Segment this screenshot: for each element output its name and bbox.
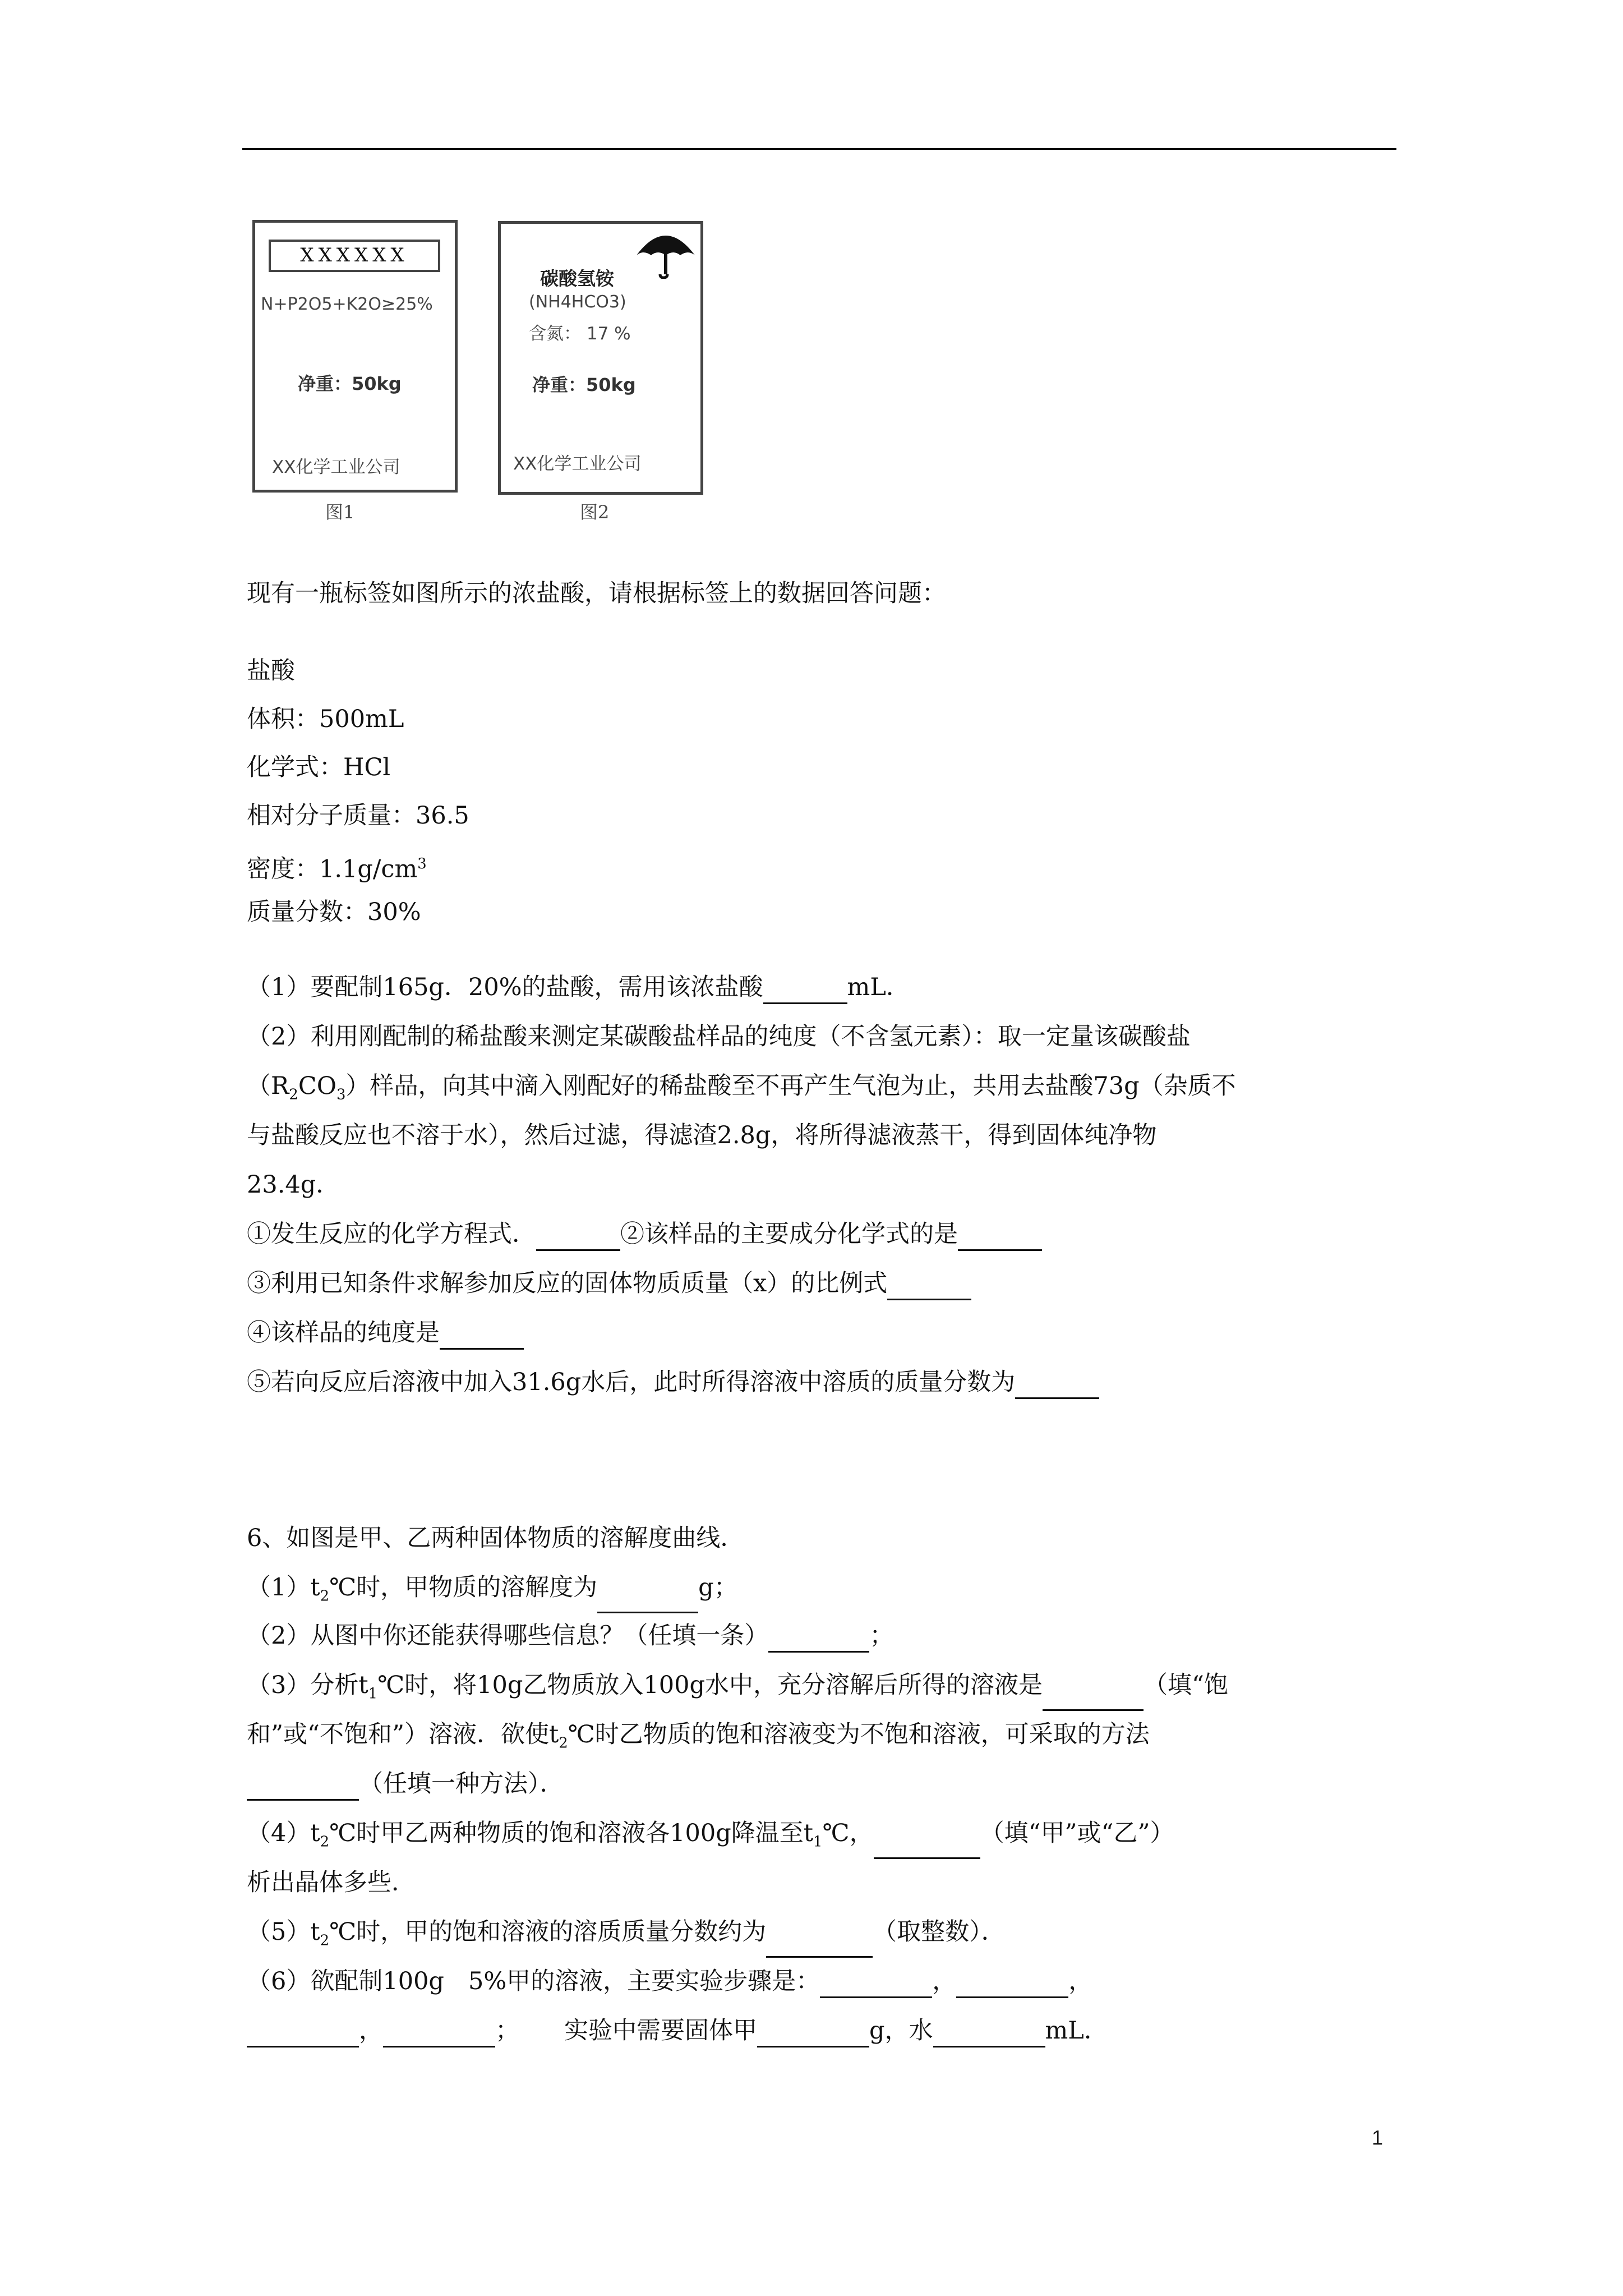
answer-blank[interactable] <box>757 2020 869 2047</box>
answer-blank[interactable] <box>820 1971 932 1998</box>
answer-blank[interactable] <box>887 1273 971 1300</box>
q5-part2-line4: 23.4g． <box>247 1171 340 1199</box>
acid-label-line: 质量分数：30% <box>247 898 421 926</box>
figure-1-caption: 图1 <box>325 501 355 523</box>
q6-part4-line1: $(4)t_2℃$时甲乙两种物质的饱和溶液各100g降温至$t_1℃$， （填“甲”或“乙”） <box>247 1816 1174 1859</box>
fertilizer-label-2 <box>498 221 703 495</box>
label-2-product-name: 碳酸氢铵 <box>540 268 614 289</box>
q6-part2: （2）从图中你还能获得哪些信息？（任填一条） ； <box>247 1619 893 1653</box>
acid-label-density: 密度：$1.1g/cm^3$ <box>247 855 427 884</box>
answer-blank[interactable] <box>958 1223 1042 1251</box>
answer-blank[interactable] <box>766 1930 873 1958</box>
label-1-title: XXXXXX <box>300 244 409 266</box>
q6-part6-line1: （6）欲配制100g 5%甲的溶液，主要实验步骤是： ， ， <box>247 1964 1092 1998</box>
q5-subq-1-2: ①发生反应的化学方程式． ②该样品的主要成分化学式的是 <box>247 1217 1042 1251</box>
label-2-net-weight: 净重：50kg <box>532 374 636 395</box>
answer-blank[interactable] <box>1043 1683 1144 1711</box>
page-number: 1 <box>1372 2126 1384 2149</box>
answer-blank[interactable] <box>874 1832 980 1859</box>
fertilizer-label-1 <box>252 220 458 493</box>
q5-part2-line2: $(R_2CO_3)$样品，向其中滴入刚配好的稀盐酸至不再产生气泡为止，共用去盐酸73g（杂质不 <box>247 1072 1236 1103</box>
answer-blank[interactable] <box>383 2020 495 2047</box>
q6-part3-line3: （任填一种方法）． <box>247 1767 564 1801</box>
answer-blank[interactable] <box>247 1773 359 1801</box>
label-2-company: XX化学工业公司 <box>513 454 642 474</box>
q6-part4-line2: 析出晶体多些． <box>247 1869 416 1897</box>
q5-intro: 现有一瓶标签如图所示的浓盐酸，请根据标签上的数据回答问题： <box>247 579 946 608</box>
umbrella-icon <box>634 227 697 279</box>
label-2-nitrogen-content: 含氮： 17 % <box>529 324 631 344</box>
acid-label-line: 体积：500mL <box>247 705 404 733</box>
acid-label-line: 盐酸 <box>247 657 295 685</box>
q6-part1: $(1)t_2℃$时，甲物质的溶解度为 g； <box>247 1571 738 1613</box>
label-1-company: XX化学工业公司 <box>272 457 400 477</box>
label-1-net-weight: 净重：50kg <box>298 373 402 394</box>
label-1-formula: N+P2O5+K2O≥25% <box>261 295 433 314</box>
answer-blank[interactable] <box>536 1223 620 1251</box>
answer-blank[interactable] <box>247 2020 359 2047</box>
label-1-title-frame <box>269 240 440 272</box>
answer-blank[interactable] <box>933 2020 1045 2047</box>
q6-title: 6、如图是甲、乙两种固体物质的溶解度曲线． <box>247 1524 745 1552</box>
q6-part3-line1: （3）分析$t_1℃$时，将10g乙物质放入100g水中，充分溶解后所得的溶液是 （填“饱 <box>247 1668 1228 1711</box>
label-2-formula: (NH4HCO3) <box>529 292 626 312</box>
answer-blank[interactable] <box>763 977 847 1004</box>
q5-part1: （1）要配制165g．20%的盐酸，需用该浓盐酸 mL． <box>247 970 910 1004</box>
q6-part5: $(5)t_2℃$时，甲的饱和溶液的溶质质量分数约为 （取整数）． <box>247 1915 1006 1958</box>
answer-blank[interactable] <box>768 1625 869 1653</box>
q5-subq-5: ⑤若向反应后溶液中加入31.6g水后，此时所得溶液中溶质的质量分数为 <box>247 1365 1099 1399</box>
q6-part3-line2: 和”或“不饱和”）溶液．欲使$t_2℃$时乙物质的饱和溶液变为不饱和溶液，可采取的方法 <box>247 1720 1150 1752</box>
answer-blank[interactable] <box>1015 1372 1099 1399</box>
q5-part2-line3: 与盐酸反应也不溶于水），然后过滤，得滤渣2.8g，将所得滤液蒸干，得到固体纯净物 <box>247 1121 1157 1149</box>
answer-blank[interactable] <box>597 1586 698 1613</box>
answer-blank[interactable] <box>440 1322 524 1350</box>
header-rule <box>242 148 1396 150</box>
q6-part6-line2: ， ； 实验中需要固体甲 g，水 mL． <box>247 2014 1108 2047</box>
acid-label-line: 化学式：HCl <box>247 753 391 781</box>
acid-label-line: 相对分子质量：36.5 <box>247 802 469 830</box>
figure-2-caption: 图2 <box>580 501 610 523</box>
q5-subq-4: ④该样品的纯度是 <box>247 1316 524 1350</box>
answer-blank[interactable] <box>956 1971 1068 1998</box>
q5-subq-3: ③利用已知条件求解参加反应的固体物质质量（x）的比例式 <box>247 1267 971 1300</box>
q5-part2-line1: （2）利用刚配制的稀盐酸来测定某碳酸盐样品的纯度（不含氢元素）：取一定量该碳酸盐 <box>247 1023 1191 1051</box>
